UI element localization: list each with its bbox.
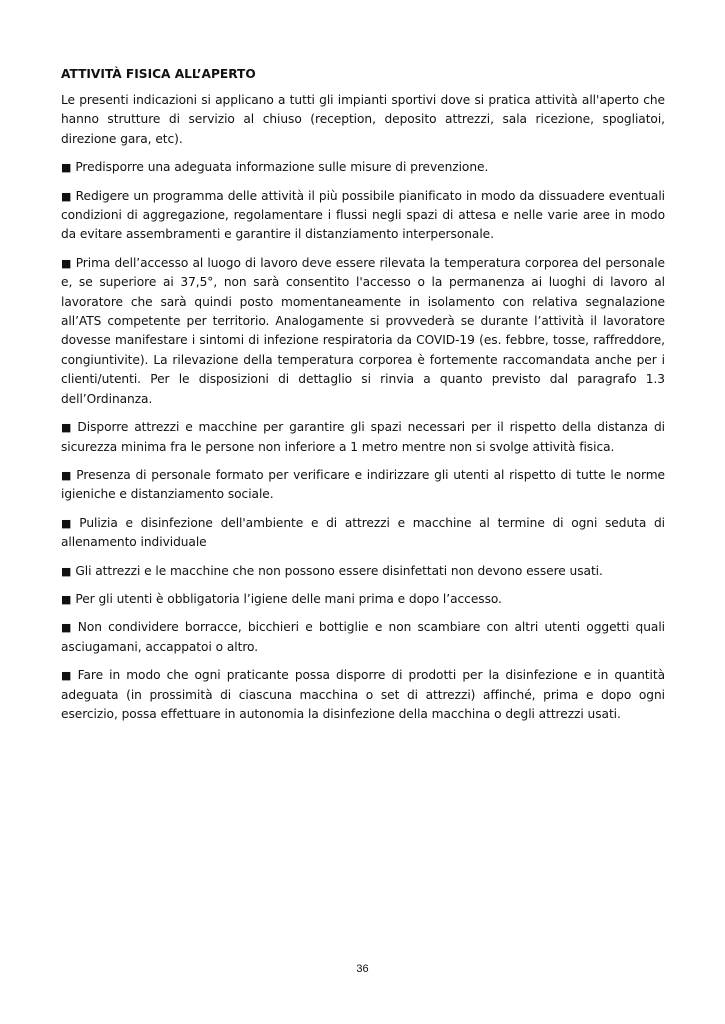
bullet-text: Prima dell’accesso al luogo di lavoro deve essere rilevata la temperatura corporea del personale e, se superiore ai 37,5°, non sarà consentito l'accesso o la permanenza ai luoghi di lavoro al lavoratore che sarà quindi posto momentaneamente in isolamento con relativa segnalazione all’ATS competente per territorio. Analogamente si provvederà se durante l’attività il lavoratore dovesse manifestare i sintomi di infezione respiratoria da COVID-19 (es. febbre, tosse, raffreddore, congiuntivite). La rilevazione della temperatura corporea è fortemente raccomandata anche per i clienti/utenti. Per le disposizioni di dettaglio si rinvia a quanto previsto dal paragrafo 1.3 dell’Ordinanza. [61, 255, 665, 406]
bullet-item [61, 590, 665, 609]
square-bullet-icon: ■ [61, 516, 76, 530]
square-bullet-icon: ■ [61, 669, 74, 683]
square-bullet-icon: ■ [61, 564, 72, 578]
bullet-item [61, 418, 665, 457]
bullet-text: Per gli utenti è obbligatoria l’igiene delle mani prima e dopo l’accesso. [75, 591, 502, 606]
square-bullet-icon: ■ [61, 592, 72, 606]
bullet-item [61, 254, 665, 409]
bullet-text: Pulizia e disinfezione dell'ambiente e di attrezzi e macchine al termine di ogni seduta di allenamento individuale [61, 515, 665, 550]
bullet-item [61, 666, 665, 724]
intro-paragraph: Le presenti indicazioni si applicano a tutti gli impianti sportivi dove si pratica attività all'aperto che hanno strutture di servizio al chiuso (reception, deposito attrezzi, sala ricezione, spogliatoi, direzione gara, etc). [61, 93, 665, 146]
square-bullet-icon: ■ [61, 161, 72, 175]
bullet-item [61, 562, 665, 581]
bullet-item [61, 187, 665, 245]
bullet-text: Redigere un programma delle attività il più possibile pianificato in modo da dissuadere eventuali condizioni di aggregazione, regolamentare i flussi negli spazi di attesa e nelle varie aree in modo da evitare assembramenti e garantire il distanziamento interpersonale. [61, 188, 665, 242]
page-number: 36 [356, 963, 369, 975]
bullet-text: Gli attrezzi e le macchine che non possono essere disinfettati non devono essere usati. [75, 563, 603, 578]
square-bullet-icon: ■ [61, 468, 73, 482]
bullet-text: Non condividere borracce, bicchieri e bottiglie e non scambiare con altri utenti oggetti quali asciugamani, accappatoi o altro. [61, 620, 666, 654]
square-bullet-icon: ■ [61, 621, 74, 635]
square-bullet-icon: ■ [61, 421, 74, 435]
document-page [61, 64, 665, 733]
bullet-item [61, 618, 665, 657]
bullet-text: Presenza di personale formato per verificare e indirizzare gli utenti al rispetto di tutte le norme igieniche e distanziamento sociale. [61, 467, 666, 502]
bullet-item [61, 514, 665, 553]
square-bullet-icon: ■ [61, 189, 72, 203]
bullet-item [61, 158, 665, 177]
square-bullet-icon: ■ [61, 256, 72, 270]
section-heading: ATTIVITÀ FISICA ALL’APERTO [61, 67, 256, 81]
bullet-text: Predisporre una adeguata informazione sulle misure di prevenzione. [75, 160, 489, 175]
bullet-item [61, 466, 665, 505]
bullet-text: Fare in modo che ogni praticante possa disporre di prodotti per la disinfezione e in quantità adeguata (in prossimità di ciascuna macchina o set di attrezzi) affinché, prima e dopo ogni esercizio, possa effettuare in autonomia la disinfezione della macchina o degli attrezzi usati. [61, 668, 665, 721]
bullet-text: Disporre attrezzi e macchine per garantire gli spazi necessari per il rispetto della distanza di sicurezza minima fra le persone non inferiore a 1 metro mentre non si svolge attività fisica. [61, 420, 666, 454]
